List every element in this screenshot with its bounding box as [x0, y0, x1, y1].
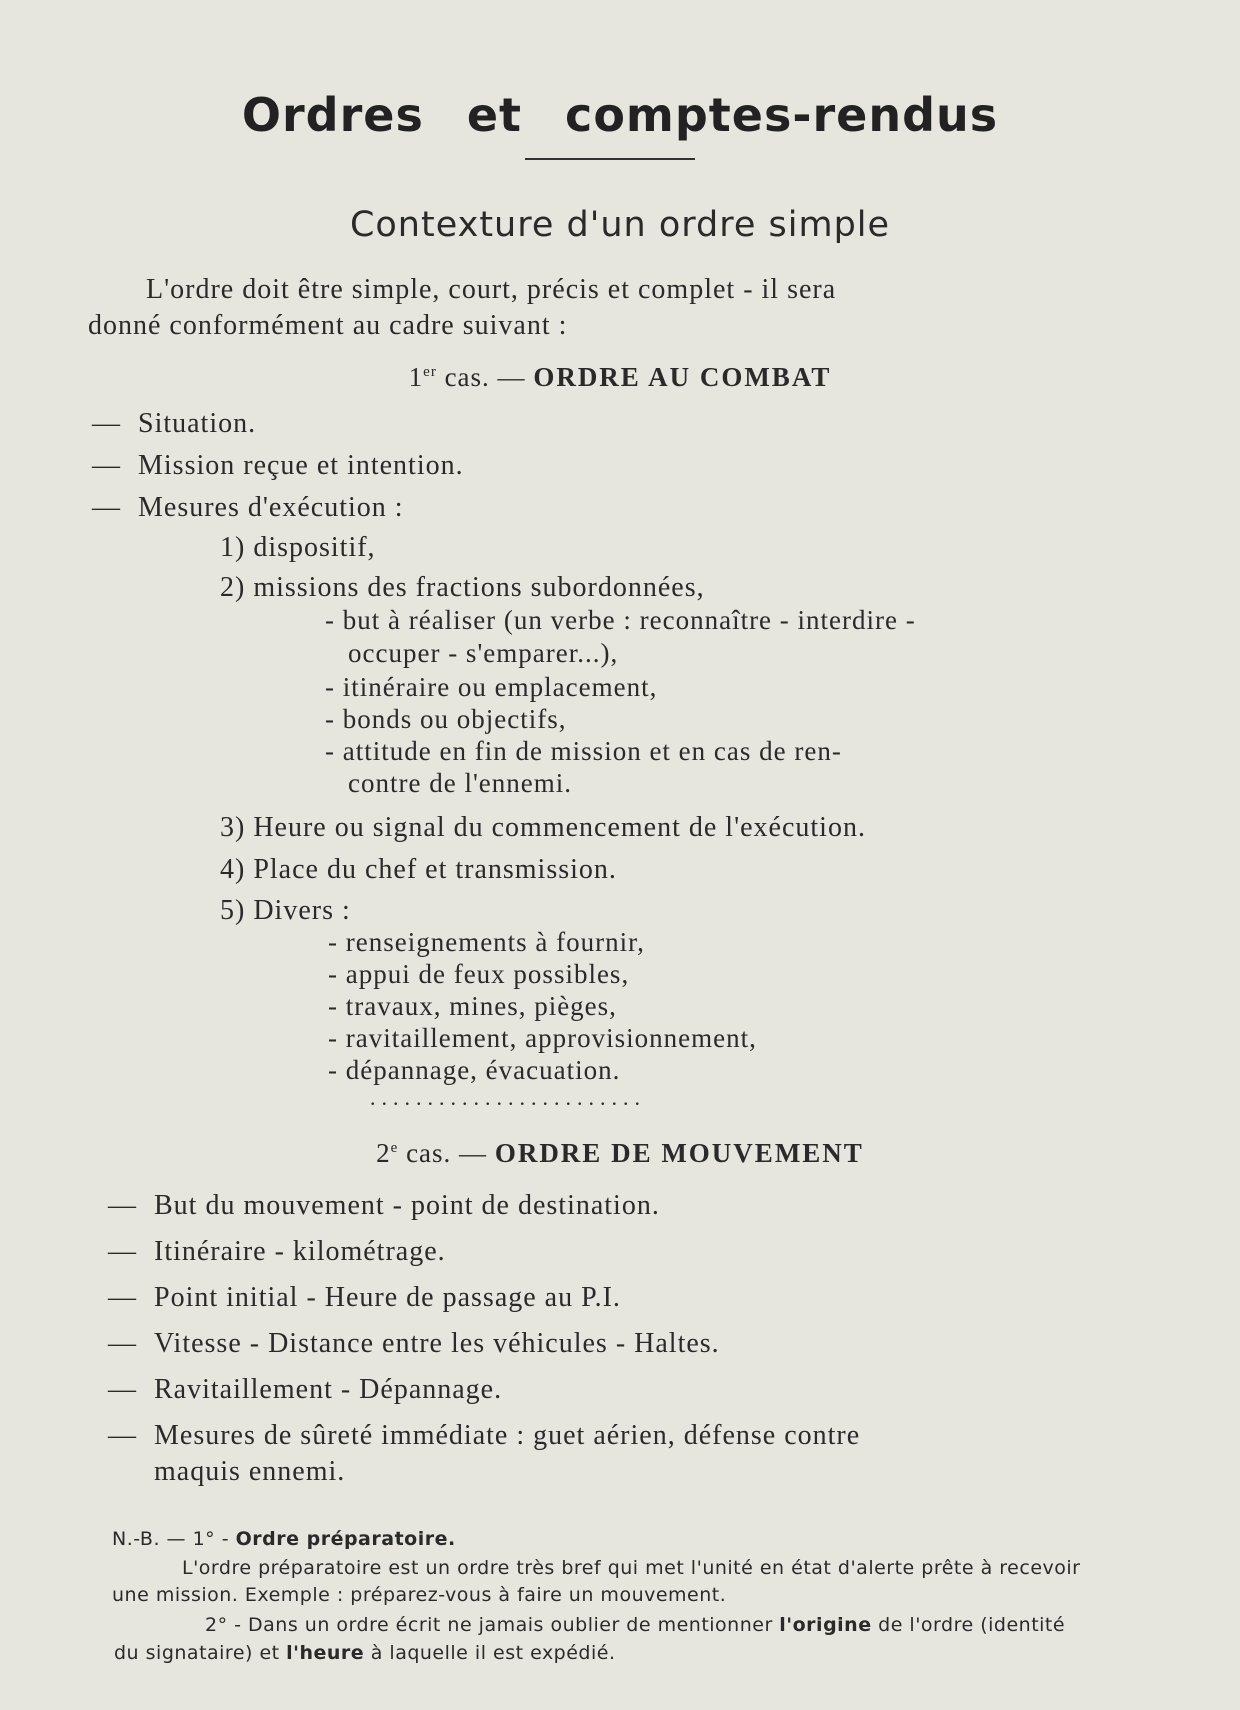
case-number: 1: [408, 362, 424, 392]
case-superscript: er: [423, 364, 437, 380]
list-item: — But du mouvement - point de destination.: [108, 1190, 660, 1221]
list-item: — Point initial - Heure de passage au P.I.: [108, 1282, 621, 1313]
intro-line: donné conformément au cadre suivant :: [88, 310, 568, 341]
case-title: ORDRE DE MOUVEMENT: [494, 1138, 864, 1168]
sub-item: - but à réaliser (un verbe : reconnaître - interdire -: [325, 605, 916, 635]
list-item: — Ravitaillement - Dépannage.: [108, 1374, 503, 1405]
note-line: L'ordre préparatoire est un ordre très bref qui met l'unité en état d'alerte prête à recevoir: [182, 1557, 1081, 1579]
intro-paragraph: [88, 272, 1088, 344]
numbered-item: 4) Place du chef et transmission.: [220, 854, 617, 885]
note-line: du signataire) et l'heure à laquelle il est expédié.: [114, 1642, 616, 1664]
sub-item: contre de l'ennemi.: [348, 768, 573, 798]
note-heading: N.-B. — 1° - Ordre préparatoire.: [112, 1528, 456, 1550]
sub-item: - appui de feux possibles,: [328, 959, 630, 989]
case-superscript: e: [390, 1140, 399, 1156]
list-item: — Vitesse - Distance entre les véhicules - Haltes.: [108, 1328, 720, 1359]
sub-item: - itinéraire ou emplacement,: [325, 672, 658, 702]
case-1-heading: [0, 362, 1240, 393]
section-title: Contexture d'un ordre simple: [349, 205, 891, 245]
case-2-heading: [0, 1138, 1240, 1169]
case-prefix: cas. —: [406, 1138, 488, 1168]
list-item: — Mesures de sûreté immédiate : guet aérien, défense contre: [108, 1420, 861, 1451]
note-line: 2° - Dans un ordre écrit ne jamais oublier de mentionner l'origine de l'ordre (identité: [205, 1614, 1066, 1636]
list-item-continuation: maquis ennemi.: [154, 1456, 346, 1487]
numbered-item: 1) dispositif,: [220, 532, 376, 563]
sub-item: occuper - s'emparer...),: [348, 638, 619, 668]
page-title: Ordres et comptes-rendus: [241, 88, 999, 142]
list-item: — Mesures d'exécution :: [92, 492, 404, 523]
numbered-item: 2) missions des fractions subordonnées,: [220, 572, 705, 603]
sub-item: - attitude en fin de mission et en cas de ren-: [325, 736, 842, 766]
title-underline: [525, 158, 695, 160]
list-item: — Situation.: [92, 408, 257, 439]
sub-item: - ravitaillement, approvisionnement,: [328, 1023, 757, 1053]
case-prefix: cas. —: [444, 362, 526, 392]
sub-item: - bonds ou objectifs,: [325, 704, 567, 734]
case-number: 2: [376, 1138, 391, 1168]
list-item: — Itinéraire - kilométrage.: [108, 1236, 446, 1267]
note-line: une mission. Exemple : préparez-vous à faire un mouvement.: [112, 1584, 727, 1606]
sub-item: - renseignements à fournir,: [328, 927, 645, 957]
intro-line: L'ordre doit être simple, court, précis et complet - il sera: [146, 274, 837, 305]
ellipsis-dots: ........................: [370, 1085, 646, 1110]
numbered-item: 5) Divers :: [220, 895, 351, 926]
sub-item: - travaux, mines, pièges,: [328, 991, 617, 1021]
sub-item: - dépannage, évacuation.: [328, 1055, 621, 1085]
numbered-item: 3) Heure ou signal du commencement de l'exécution.: [220, 812, 866, 843]
case-title: ORDRE AU COMBAT: [533, 362, 832, 392]
list-item: — Mission reçue et intention.: [92, 450, 464, 481]
